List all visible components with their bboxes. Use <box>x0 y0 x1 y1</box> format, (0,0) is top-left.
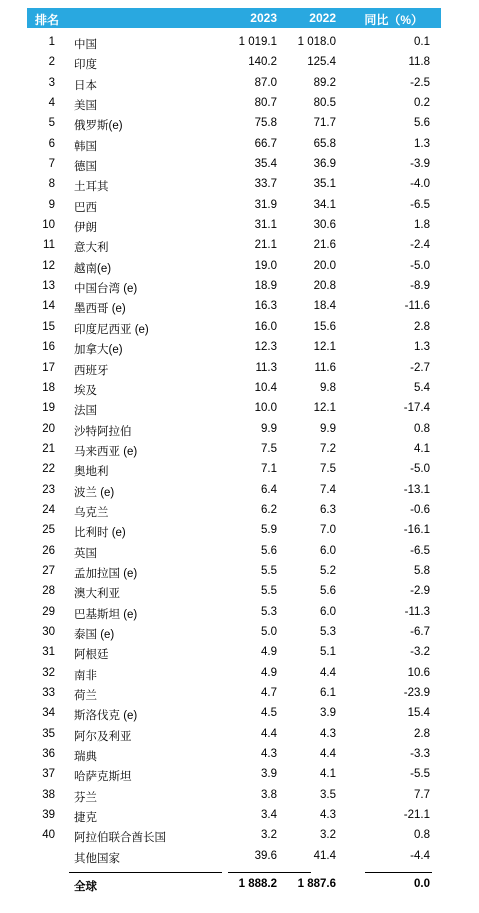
row-name: 南非 <box>74 669 97 682</box>
row-name: 墨西哥 (e) <box>74 303 126 316</box>
row-2023: 10.4 <box>254 381 277 394</box>
table-row <box>27 399 441 419</box>
row-yoy: -6.5 <box>410 544 430 557</box>
row-yoy: -0.6 <box>410 503 430 516</box>
row-2023: 4.3 <box>261 748 277 761</box>
row-name: 巴基斯坦 (e) <box>74 608 138 621</box>
table-row <box>27 745 441 765</box>
row-rank: 31 <box>42 646 55 659</box>
row-yoy: -4.0 <box>410 178 430 191</box>
row-2023: 3.2 <box>261 829 277 842</box>
row-2023: 4.9 <box>261 666 277 679</box>
row-yoy: -11.6 <box>404 300 430 313</box>
table-row <box>27 420 441 440</box>
table-row <box>27 847 441 867</box>
row-yoy: 5.4 <box>414 381 430 394</box>
total-rule-name <box>69 872 222 873</box>
row-name: 其他国家 <box>74 852 120 865</box>
row-name: 阿根廷 <box>74 649 109 662</box>
row-rank: 2 <box>48 56 55 69</box>
row-name: 泰国 (e) <box>74 628 115 641</box>
row-rank: 24 <box>42 503 55 516</box>
total-row <box>27 875 441 895</box>
row-2022: 7.4 <box>320 483 336 496</box>
row-2022: 18.4 <box>313 300 336 313</box>
table-row <box>27 297 441 317</box>
row-rank: 37 <box>42 768 55 781</box>
row-2023: 18.9 <box>254 280 277 293</box>
row-2022: 34.1 <box>313 198 336 211</box>
row-name: 埃及 <box>74 384 97 397</box>
row-rank: 20 <box>42 422 55 435</box>
row-2022: 6.0 <box>320 544 336 557</box>
table-row <box>27 440 441 460</box>
table-row <box>27 74 441 94</box>
table-row <box>27 521 441 541</box>
row-2023: 87.0 <box>254 76 277 89</box>
row-name: 芬兰 <box>74 791 97 804</box>
row-2023: 31.1 <box>254 219 277 232</box>
row-2022: 21.6 <box>313 239 336 252</box>
row-2023: 4.9 <box>261 646 277 659</box>
row-2023: 10.0 <box>254 402 277 415</box>
row-yoy: -8.9 <box>410 280 430 293</box>
table-row <box>27 765 441 785</box>
total-name: 全球 <box>74 881 97 893</box>
row-yoy: -3.2 <box>410 646 430 659</box>
table-row <box>27 786 441 806</box>
row-2022: 7.5 <box>320 463 336 476</box>
row-2023: 75.8 <box>254 117 277 130</box>
row-yoy: 5.8 <box>414 564 430 577</box>
row-rank: 11 <box>43 239 55 252</box>
row-2023: 6.2 <box>261 503 277 516</box>
row-yoy: -3.3 <box>410 748 430 761</box>
row-2022: 5.2 <box>320 564 336 577</box>
row-2022: 36.9 <box>313 158 336 171</box>
row-name: 法国 <box>74 405 97 418</box>
total-rule-yoy <box>365 872 432 873</box>
row-2023: 3.4 <box>261 809 277 822</box>
row-name: 瑞典 <box>74 751 97 764</box>
row-yoy: -2.9 <box>410 585 430 598</box>
row-2023: 16.0 <box>254 320 277 333</box>
row-rank: 14 <box>42 300 55 313</box>
row-rank: 16 <box>42 341 55 354</box>
row-2022: 5.1 <box>320 646 336 659</box>
row-rank: 7 <box>48 158 55 171</box>
row-rank: 15 <box>42 320 55 333</box>
row-yoy: -21.1 <box>403 809 430 822</box>
row-rank: 6 <box>48 137 55 150</box>
row-rank: 29 <box>42 605 55 618</box>
row-name: 阿尔及利亚 <box>74 730 132 743</box>
header-2023: 2023 <box>250 11 277 25</box>
row-yoy: 2.8 <box>414 320 430 333</box>
row-yoy: -16.1 <box>403 524 430 537</box>
row-2022: 3.5 <box>320 788 336 801</box>
row-yoy: -2.5 <box>410 76 430 89</box>
table-row <box>27 725 441 745</box>
row-2023: 16.3 <box>254 300 277 313</box>
table-row <box>27 704 441 724</box>
table-row <box>27 542 441 562</box>
row-rank: 8 <box>48 178 55 191</box>
row-2023: 9.9 <box>261 422 277 435</box>
row-rank: 34 <box>42 707 55 720</box>
table-row <box>27 114 441 134</box>
table-body <box>27 33 441 867</box>
row-rank: 28 <box>42 585 55 598</box>
row-2023: 4.7 <box>261 687 277 699</box>
row-name: 印度 <box>74 59 97 72</box>
row-2023: 5.3 <box>261 605 277 618</box>
row-rank: 1 <box>48 36 55 48</box>
row-2023: 39.6 <box>254 849 277 862</box>
row-rank: 32 <box>42 666 55 679</box>
row-2023: 66.7 <box>254 137 277 150</box>
table-row <box>27 643 441 663</box>
table-row <box>27 338 441 358</box>
table-row <box>27 359 441 379</box>
row-yoy: 0.1 <box>414 36 430 48</box>
row-2023: 5.9 <box>261 524 277 537</box>
table-row <box>27 53 441 73</box>
header-2022: 2022 <box>309 11 336 25</box>
row-yoy: 0.2 <box>414 97 430 110</box>
total-2023: 1 888.2 <box>238 878 277 890</box>
row-yoy: 10.6 <box>407 666 430 679</box>
row-2023: 19.0 <box>254 259 277 272</box>
row-2022: 4.4 <box>320 666 336 679</box>
row-2022: 35.1 <box>313 178 336 191</box>
row-2023: 3.9 <box>261 768 277 781</box>
row-2022: 3.2 <box>320 829 336 842</box>
row-name: 斯洛伐克 (e) <box>74 710 138 723</box>
row-2023: 140.2 <box>248 56 277 69</box>
row-name: 美国 <box>74 100 97 113</box>
row-name: 哈萨克斯坦 <box>74 771 132 784</box>
row-name: 西班牙 <box>74 364 109 377</box>
row-yoy: -3.9 <box>410 158 430 171</box>
row-2022: 4.3 <box>320 727 336 740</box>
table-row <box>27 196 441 216</box>
table-row <box>27 277 441 297</box>
row-yoy: 7.7 <box>414 788 430 801</box>
row-2022: 9.9 <box>320 422 336 435</box>
row-2022: 89.2 <box>313 76 336 89</box>
row-2023: 21.1 <box>254 239 277 252</box>
row-2022: 65.8 <box>313 137 336 150</box>
row-2022: 4.4 <box>320 748 336 761</box>
table-row <box>27 623 441 643</box>
row-yoy: -5.0 <box>410 259 430 272</box>
table-row <box>27 135 441 155</box>
row-2022: 6.0 <box>320 605 336 618</box>
row-name: 俄罗斯(e) <box>74 120 123 133</box>
row-2023: 80.7 <box>254 97 277 110</box>
table-row <box>27 501 441 521</box>
row-2022: 5.6 <box>320 585 336 598</box>
table-row <box>27 175 441 195</box>
row-2023: 11.3 <box>255 361 277 374</box>
row-name: 越南(e) <box>74 262 112 275</box>
row-yoy: 0.8 <box>414 422 430 435</box>
row-name: 意大利 <box>74 242 109 255</box>
row-2022: 20.8 <box>313 280 336 293</box>
row-yoy: -4.4 <box>410 849 430 862</box>
row-yoy: 2.8 <box>414 727 430 740</box>
row-name: 奥地利 <box>74 466 109 479</box>
table-row <box>27 460 441 480</box>
row-2022: 11.6 <box>314 361 336 374</box>
row-yoy: -17.4 <box>403 402 430 415</box>
row-2022: 1 018.0 <box>297 36 336 48</box>
row-2022: 12.1 <box>313 402 336 415</box>
row-yoy: -23.9 <box>403 687 430 699</box>
row-rank: 18 <box>42 381 55 394</box>
row-yoy: -13.1 <box>403 483 430 496</box>
row-rank: 38 <box>42 788 55 801</box>
row-2022: 4.3 <box>320 809 336 822</box>
row-2022: 71.7 <box>313 117 336 130</box>
table-row <box>27 481 441 501</box>
row-2022: 4.1 <box>320 768 336 781</box>
table-row <box>27 318 441 338</box>
row-rank: 5 <box>48 117 55 130</box>
row-yoy: -2.4 <box>410 239 430 252</box>
total-yoy: 0.0 <box>414 878 430 890</box>
row-name: 波兰 (e) <box>74 486 115 499</box>
row-2022: 12.1 <box>313 341 336 354</box>
row-rank: 26 <box>42 544 55 557</box>
total-2022: 1 887.6 <box>297 878 336 890</box>
table-row <box>27 562 441 582</box>
row-2023: 7.1 <box>261 463 277 476</box>
row-2022: 20.0 <box>313 259 336 272</box>
row-yoy: 1.8 <box>414 219 430 232</box>
row-name: 英国 <box>74 547 97 560</box>
table-row <box>27 826 441 846</box>
row-name: 阿拉伯联合酋长国 <box>74 832 166 845</box>
row-rank: 23 <box>42 483 55 496</box>
table-row <box>27 33 441 53</box>
row-2023: 5.6 <box>261 544 277 557</box>
row-yoy: 15.4 <box>407 707 430 720</box>
table-row <box>27 603 441 623</box>
row-2022: 15.6 <box>313 320 336 333</box>
row-rank: 10 <box>42 219 55 232</box>
row-yoy: -11.3 <box>404 605 430 618</box>
row-name: 伊朗 <box>74 222 97 235</box>
table-row <box>27 216 441 236</box>
row-rank: 40 <box>42 829 55 842</box>
row-name: 捷克 <box>74 812 97 825</box>
row-rank: 19 <box>42 402 55 415</box>
row-2023: 35.4 <box>254 158 277 171</box>
row-rank: 9 <box>48 198 55 211</box>
row-name: 巴西 <box>74 201 97 214</box>
row-yoy: 0.8 <box>414 829 430 842</box>
row-2022: 7.2 <box>320 442 336 455</box>
row-yoy: -5.5 <box>410 768 430 781</box>
row-2023: 5.0 <box>261 625 277 638</box>
row-name: 中国台湾 (e) <box>74 283 138 296</box>
row-name: 孟加拉国 (e) <box>74 567 138 580</box>
row-2023: 6.4 <box>261 483 277 496</box>
row-rank: 22 <box>42 463 55 476</box>
row-name: 比利时 (e) <box>74 527 126 540</box>
row-2023: 1 019.1 <box>238 36 277 48</box>
row-name: 澳大利亚 <box>74 588 120 601</box>
row-2022: 3.9 <box>320 707 336 720</box>
row-name: 印度尼西亚 (e) <box>74 323 149 336</box>
row-name: 加拿大(e) <box>74 344 123 357</box>
row-yoy: 5.6 <box>414 117 430 130</box>
total-rule-values <box>228 872 311 873</box>
row-2022: 7.0 <box>320 524 336 537</box>
row-2022: 6.3 <box>320 503 336 516</box>
table-row <box>27 806 441 826</box>
row-name: 荷兰 <box>74 690 97 702</box>
row-rank: 36 <box>42 748 55 761</box>
row-2022: 6.1 <box>320 687 336 699</box>
row-name: 乌克兰 <box>74 506 109 519</box>
row-2022: 9.8 <box>320 381 336 394</box>
row-2022: 30.6 <box>313 219 336 232</box>
table-row <box>27 379 441 399</box>
row-rank: 33 <box>42 687 55 699</box>
header-yoy: 同比（%） <box>364 13 423 27</box>
row-rank: 12 <box>42 259 55 272</box>
row-rank: 4 <box>48 97 55 110</box>
row-name: 日本 <box>74 79 97 92</box>
table-row <box>27 257 441 277</box>
row-yoy: 1.3 <box>414 137 430 150</box>
row-2023: 33.7 <box>254 178 277 191</box>
row-2022: 41.4 <box>313 849 336 862</box>
row-2023: 12.3 <box>254 341 277 354</box>
table-header <box>27 8 441 28</box>
row-2023: 5.5 <box>261 585 277 598</box>
row-2023: 5.5 <box>261 564 277 577</box>
row-yoy: -2.7 <box>410 361 430 374</box>
row-name: 德国 <box>74 161 97 174</box>
row-yoy: 1.3 <box>414 341 430 354</box>
row-name: 韩国 <box>74 140 97 153</box>
row-2022: 5.3 <box>320 625 336 638</box>
row-yoy: 4.1 <box>414 442 430 455</box>
table-row <box>27 236 441 256</box>
row-rank: 13 <box>42 280 55 293</box>
row-2023: 4.4 <box>261 727 277 740</box>
row-yoy: -5.0 <box>410 463 430 476</box>
row-2022: 80.5 <box>313 97 336 110</box>
row-rank: 3 <box>48 76 55 89</box>
table-row <box>27 94 441 114</box>
row-2022: 125.4 <box>307 56 336 69</box>
row-2023: 7.5 <box>261 442 277 455</box>
table-row <box>27 684 441 704</box>
table-row <box>27 582 441 602</box>
header-rank: 排名 <box>35 13 60 27</box>
row-rank: 35 <box>42 727 55 740</box>
row-rank: 30 <box>42 625 55 638</box>
row-rank: 27 <box>42 564 55 577</box>
row-rank: 21 <box>42 442 55 455</box>
row-name: 马来西亚 (e) <box>74 445 138 458</box>
row-2023: 4.5 <box>261 707 277 720</box>
row-yoy: 11.8 <box>408 56 430 69</box>
row-yoy: -6.7 <box>410 625 430 638</box>
row-name: 中国 <box>74 39 97 51</box>
row-2023: 31.9 <box>254 198 277 211</box>
row-yoy: -6.5 <box>410 198 430 211</box>
row-name: 土耳其 <box>74 181 109 194</box>
row-rank: 17 <box>42 361 55 374</box>
row-rank: 25 <box>42 524 55 537</box>
table-row <box>27 155 441 175</box>
row-name: 沙特阿拉伯 <box>74 425 132 438</box>
row-2023: 3.8 <box>261 788 277 801</box>
table-row <box>27 664 441 684</box>
row-rank: 39 <box>42 809 55 822</box>
